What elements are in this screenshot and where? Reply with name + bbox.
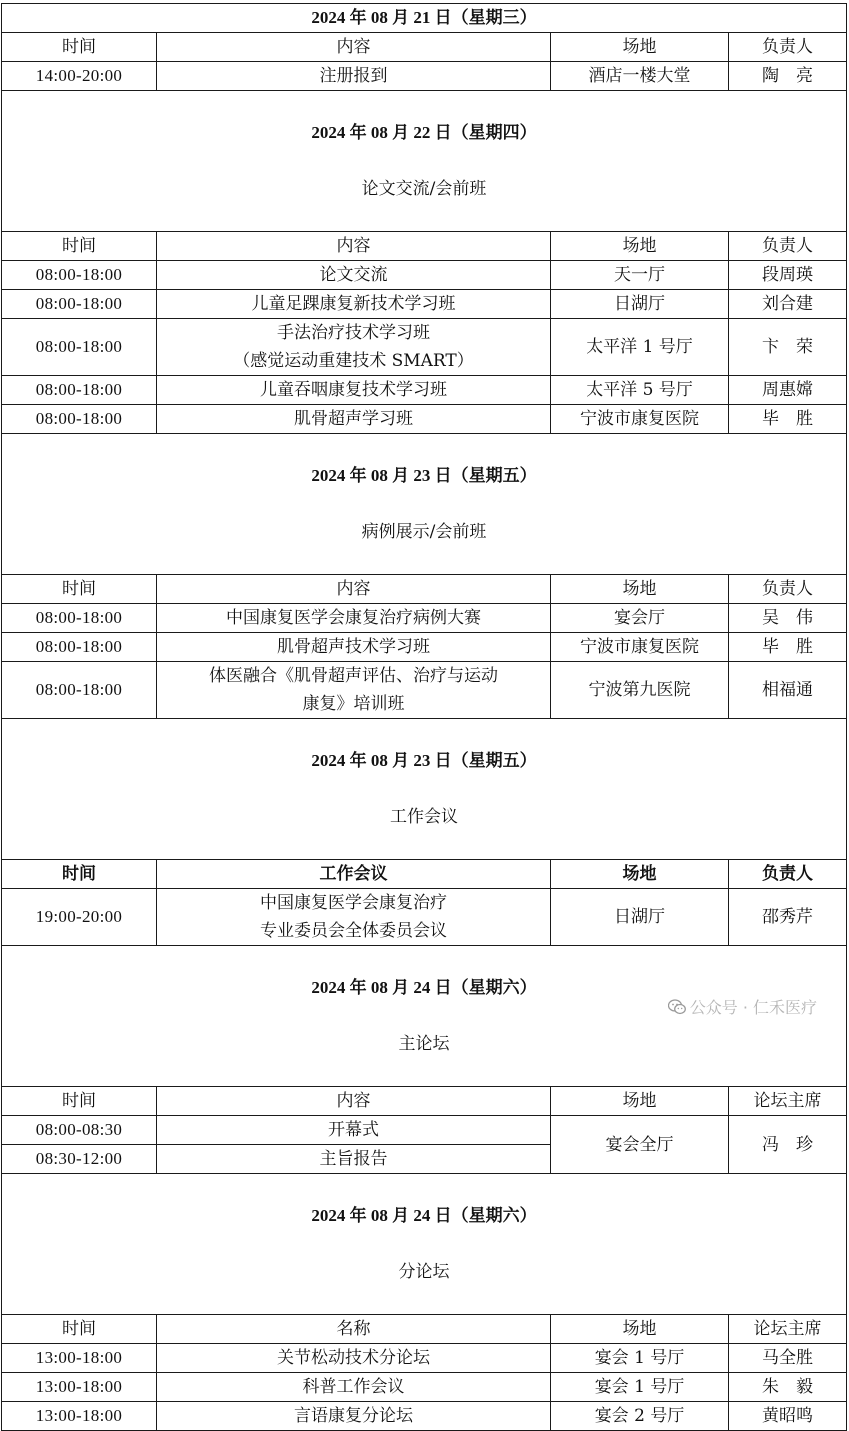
section-title-cell bbox=[2, 91, 847, 232]
cell-content: 开幕式 bbox=[157, 1116, 551, 1145]
cell-time: 13:00-18:00 bbox=[2, 1344, 157, 1373]
cell-content: 体医融合《肌骨超声评估、治疗与运动 康复》培训班 bbox=[157, 662, 551, 719]
cell-person: 陶 亮 bbox=[729, 62, 847, 91]
header-chair: 论坛主席 bbox=[729, 1315, 847, 1344]
header-time: 时间 bbox=[2, 1087, 157, 1116]
header-row bbox=[2, 232, 847, 261]
cell-venue: 宴会厅 bbox=[551, 604, 729, 633]
cell-time: 13:00-18:00 bbox=[2, 1373, 157, 1402]
section-title-cell bbox=[2, 434, 847, 575]
cell-content: 言语康复分论坛 bbox=[157, 1402, 551, 1431]
section-date-row bbox=[2, 4, 847, 33]
header-content: 内容 bbox=[157, 575, 551, 604]
schedule-table bbox=[1, 3, 847, 1431]
cell-chair: 马全胜 bbox=[729, 1344, 847, 1373]
header-chair: 论坛主席 bbox=[729, 1087, 847, 1116]
section-date: 2024 年 08 月 23 日（星期五） bbox=[311, 751, 537, 770]
cell-content: 儿童吞咽康复技术学习班 bbox=[157, 376, 551, 405]
section-date: 2024 年 08 月 24 日（星期六） bbox=[311, 978, 537, 997]
section-date-row bbox=[2, 434, 847, 575]
cell-venue: 宁波市康复医院 bbox=[551, 633, 729, 662]
cell-content: 中国康复医学会康复治疗 专业委员会全体委员会议 bbox=[157, 889, 551, 946]
table-row bbox=[2, 405, 847, 434]
cell-person: 毕 胜 bbox=[729, 405, 847, 434]
table-row bbox=[2, 1402, 847, 1431]
header-content: 内容 bbox=[157, 232, 551, 261]
section-title-cell bbox=[2, 1174, 847, 1315]
cell-time: 08:00-18:00 bbox=[2, 290, 157, 319]
cell-time: 08:00-18:00 bbox=[2, 633, 157, 662]
section-date: 2024 年 08 月 23 日（星期五） bbox=[311, 466, 537, 485]
cell-content: 主旨报告 bbox=[157, 1145, 551, 1174]
cell-person: 周惠嫦 bbox=[729, 376, 847, 405]
section-subtitle: 病例展示/会前班 bbox=[361, 522, 487, 542]
header-time: 时间 bbox=[2, 232, 157, 261]
cell-venue: 酒店一楼大堂 bbox=[551, 62, 729, 91]
header-row bbox=[2, 860, 847, 889]
cell-content: 肌骨超声学习班 bbox=[157, 405, 551, 434]
header-venue: 场地 bbox=[551, 232, 729, 261]
header-time: 时间 bbox=[2, 1315, 157, 1344]
table-row bbox=[2, 62, 847, 91]
section-date-row bbox=[2, 91, 847, 232]
cell-venue: 太平洋 1 号厅 bbox=[551, 319, 729, 376]
header-row bbox=[2, 1087, 847, 1116]
header-row bbox=[2, 1315, 847, 1344]
header-row bbox=[2, 33, 847, 62]
section-date: 2024 年 08 月 21 日（星期三） bbox=[2, 4, 847, 33]
header-person: 负责人 bbox=[729, 575, 847, 604]
header-time: 时间 bbox=[2, 860, 157, 889]
section-title-cell bbox=[2, 946, 847, 1087]
cell-time: 08:00-18:00 bbox=[2, 662, 157, 719]
cell-person: 刘合建 bbox=[729, 290, 847, 319]
header-content: 工作会议 bbox=[157, 860, 551, 889]
cell-venue: 宁波市康复医院 bbox=[551, 405, 729, 434]
table-row bbox=[2, 1344, 847, 1373]
cell-venue: 日湖厅 bbox=[551, 290, 729, 319]
cell-venue: 日湖厅 bbox=[551, 889, 729, 946]
cell-time: 19:00-20:00 bbox=[2, 889, 157, 946]
cell-venue: 宴会 2 号厅 bbox=[551, 1402, 729, 1431]
cell-content: 肌骨超声技术学习班 bbox=[157, 633, 551, 662]
cell-content: 儿童足踝康复新技术学习班 bbox=[157, 290, 551, 319]
table-row bbox=[2, 604, 847, 633]
table-row bbox=[2, 290, 847, 319]
header-person: 负责人 bbox=[729, 33, 847, 62]
cell-time: 08:00-18:00 bbox=[2, 405, 157, 434]
section-subtitle: 主论坛 bbox=[398, 1034, 450, 1054]
section-title-cell bbox=[2, 719, 847, 860]
cell-venue: 太平洋 5 号厅 bbox=[551, 376, 729, 405]
cell-chair: 朱 毅 bbox=[729, 1373, 847, 1402]
section-subtitle: 论文交流/会前班 bbox=[361, 179, 487, 199]
cell-time: 13:00-18:00 bbox=[2, 1402, 157, 1431]
header-row bbox=[2, 575, 847, 604]
section-date-row bbox=[2, 1174, 847, 1315]
cell-venue: 宴会 1 号厅 bbox=[551, 1373, 729, 1402]
cell-content: 中国康复医学会康复治疗病例大赛 bbox=[157, 604, 551, 633]
table-row bbox=[2, 633, 847, 662]
cell-content: 论文交流 bbox=[157, 261, 551, 290]
cell-time: 08:00-18:00 bbox=[2, 376, 157, 405]
header-person: 负责人 bbox=[729, 860, 847, 889]
table-row bbox=[2, 1116, 847, 1145]
header-venue: 场地 bbox=[551, 860, 729, 889]
cell-time: 08:30-12:00 bbox=[2, 1145, 157, 1174]
cell-content: 科普工作会议 bbox=[157, 1373, 551, 1402]
cell-venue: 宁波第九医院 bbox=[551, 662, 729, 719]
cell-venue: 天一厅 bbox=[551, 261, 729, 290]
cell-person: 段周瑛 bbox=[729, 261, 847, 290]
cell-person: 毕 胜 bbox=[729, 633, 847, 662]
table-row bbox=[2, 889, 847, 946]
header-person: 负责人 bbox=[729, 232, 847, 261]
cell-time: 08:00-18:00 bbox=[2, 319, 157, 376]
header-content: 内容 bbox=[157, 33, 551, 62]
watermark-text: 公众号 · 仁禾医疗 bbox=[689, 998, 817, 1017]
header-content: 内容 bbox=[157, 1087, 551, 1116]
cell-content: 关节松动技术分论坛 bbox=[157, 1344, 551, 1373]
header-name: 名称 bbox=[157, 1315, 551, 1344]
cell-person: 相福通 bbox=[729, 662, 847, 719]
table-row bbox=[2, 319, 847, 376]
section-date-row bbox=[2, 946, 847, 1087]
section-date-row bbox=[2, 719, 847, 860]
cell-person: 吴 伟 bbox=[729, 604, 847, 633]
cell-time: 08:00-08:30 bbox=[2, 1116, 157, 1145]
cell-venue: 宴会全厅 bbox=[551, 1116, 729, 1174]
cell-content: 注册报到 bbox=[157, 62, 551, 91]
cell-chair: 冯 珍 bbox=[729, 1116, 847, 1174]
header-venue: 场地 bbox=[551, 1087, 729, 1116]
cell-content: 手法治疗技术学习班 （感觉运动重建技术 SMART） bbox=[157, 319, 551, 376]
header-venue: 场地 bbox=[551, 1315, 729, 1344]
section-subtitle: 工作会议 bbox=[390, 807, 458, 827]
section-date: 2024 年 08 月 22 日（星期四） bbox=[311, 123, 537, 142]
header-venue: 场地 bbox=[551, 575, 729, 604]
table-row bbox=[2, 261, 847, 290]
cell-person: 卞 荣 bbox=[729, 319, 847, 376]
cell-time: 08:00-18:00 bbox=[2, 604, 157, 633]
table-row bbox=[2, 662, 847, 719]
cell-person: 邵秀芹 bbox=[729, 889, 847, 946]
cell-venue: 宴会 1 号厅 bbox=[551, 1344, 729, 1373]
header-venue: 场地 bbox=[551, 33, 729, 62]
cell-time: 14:00-20:00 bbox=[2, 62, 157, 91]
schedule-body bbox=[2, 4, 847, 1431]
table-row bbox=[2, 376, 847, 405]
header-time: 时间 bbox=[2, 575, 157, 604]
cell-chair: 黄昭鸣 bbox=[729, 1402, 847, 1431]
section-subtitle: 分论坛 bbox=[398, 1262, 450, 1282]
section-date: 2024 年 08 月 24 日（星期六） bbox=[311, 1206, 537, 1225]
cell-time: 08:00-18:00 bbox=[2, 261, 157, 290]
table-row bbox=[2, 1373, 847, 1402]
header-time: 时间 bbox=[2, 33, 157, 62]
